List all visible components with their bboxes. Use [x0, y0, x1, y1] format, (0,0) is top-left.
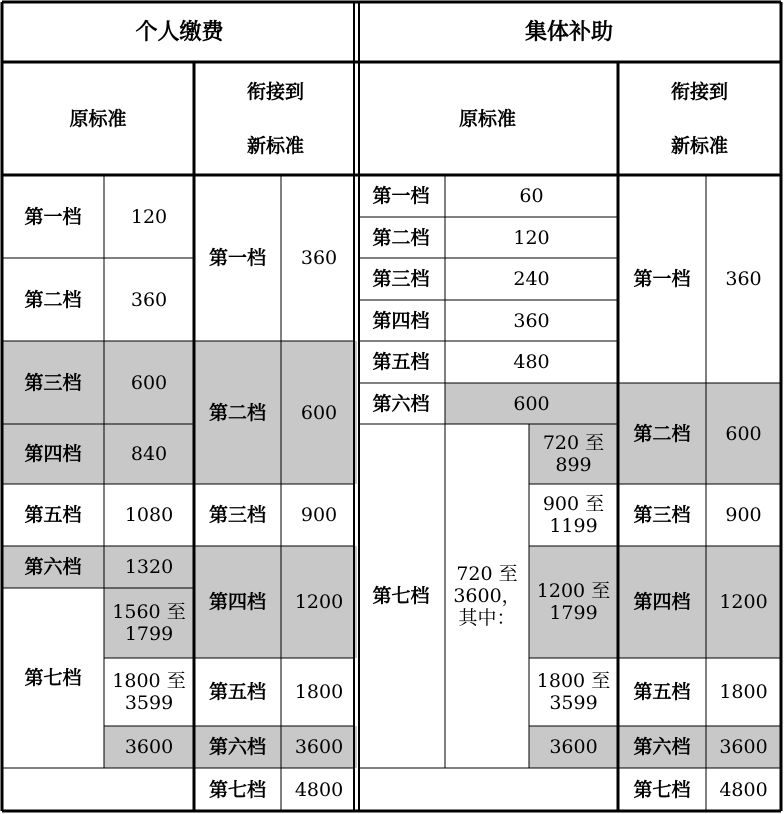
collective-original-tier-3: 第三档	[372, 268, 430, 290]
collective-original-amount-5: 480	[513, 351, 550, 373]
personal-new-amount-6: 3600	[294, 736, 344, 758]
personal-original-tier-2: 第二档	[24, 288, 82, 311]
collective-new-standard-header: 衔接到 新标准	[670, 80, 728, 157]
personal-new-tier-2: 第二档	[208, 401, 266, 424]
personal-original-tier-6: 第六档	[24, 556, 82, 578]
personal-new-amount-7: 4800	[294, 778, 344, 801]
collective-original-standard-header: 原标准	[458, 107, 516, 130]
collective-new-tier-7: 第七档	[633, 778, 691, 801]
personal-new-amount-2: 600	[300, 401, 338, 424]
personal-original-tier-7: 第七档	[24, 667, 82, 689]
collective-original-sub-amount-2: 900 至 1199	[542, 493, 605, 537]
personal-original-amount-1: 120	[130, 205, 168, 228]
collective-original-range-7: 720 至 3600， 其中：	[453, 563, 521, 629]
personal-new-tier-5: 第五档	[208, 681, 266, 703]
personal-original-tier-3: 第三档	[24, 371, 82, 394]
collective-new-amount-3: 900	[725, 504, 762, 526]
collective-original-amount-3: 240	[513, 268, 550, 290]
collective-new-amount-6: 3600	[719, 736, 768, 758]
personal-new-tier-4: 第四档	[208, 591, 266, 613]
personal-new-amount-4: 1200	[294, 591, 344, 613]
personal-original-tier-5: 第五档	[24, 504, 82, 526]
collective-original-tier-5: 第五档	[372, 351, 430, 373]
collective-new-tier-1: 第一档	[633, 268, 691, 290]
personal-original-amount-7-3: 3600	[124, 736, 174, 758]
collective-new-amount-1: 360	[725, 268, 762, 290]
personal-original-amount-5: 1080	[124, 504, 174, 526]
collective-original-amount-2: 120	[513, 226, 550, 249]
collective-new-amount-7: 4800	[719, 778, 768, 801]
personal-contribution-header: 个人缴费	[135, 19, 224, 45]
collective-new-tier-2: 第二档	[633, 422, 691, 445]
collective-original-tier-2: 第二档	[372, 226, 430, 249]
personal-original-tier-4: 第四档	[24, 443, 82, 465]
collective-original-tier-7: 第七档	[372, 585, 430, 607]
collective-original-sub-amount-5: 3600	[549, 736, 598, 758]
collective-original-sub-amount-1: 720 至 899	[542, 432, 605, 476]
personal-original-amount-6: 1320	[124, 556, 174, 578]
personal-original-amount-2: 360	[130, 288, 168, 311]
collective-original-amount-4: 360	[513, 309, 550, 332]
collective-new-tier-5: 第五档	[633, 681, 691, 703]
personal-original-amount-7-1: 1560 至 1799	[112, 601, 186, 645]
collective-new-tier-6: 第六档	[633, 736, 691, 758]
collective-new-amount-4: 1200	[719, 591, 768, 613]
collective-original-tier-1: 第一档	[372, 185, 430, 207]
collective-original-amount-1: 60	[519, 185, 544, 207]
collective-original-tier-4: 第四档	[372, 309, 430, 332]
collective-original-tier-6: 第六档	[372, 392, 430, 415]
collective-original-amount-6: 600	[513, 392, 550, 415]
collective-original-sub-amount-4: 1800 至 3599	[536, 670, 611, 714]
personal-new-amount-3: 900	[300, 504, 338, 526]
personal-new-tier-3: 第三档	[208, 504, 266, 526]
personal-new-tier-1: 第一档	[208, 247, 266, 269]
personal-new-amount-5: 1800	[294, 681, 344, 703]
personal-new-tier-7: 第七档	[208, 778, 266, 801]
collective-new-tier-3: 第三档	[633, 504, 691, 526]
personal-original-standard-header: 原标准	[69, 107, 127, 130]
personal-original-amount-7-2: 1800 至 3599	[112, 670, 186, 714]
personal-new-tier-6: 第六档	[208, 736, 266, 758]
personal-original-amount-3: 600	[130, 371, 168, 394]
personal-new-amount-1: 360	[300, 247, 338, 269]
collective-new-amount-5: 1800	[719, 681, 768, 703]
collective-new-amount-2: 600	[725, 422, 762, 445]
personal-new-standard-header: 衔接到 新标准	[246, 80, 304, 157]
collective-original-sub-amount-3: 1200 至 1799	[536, 580, 611, 624]
personal-original-tier-1: 第一档	[24, 205, 82, 228]
collective-subsidy-header: 集体补助	[524, 19, 613, 45]
personal-original-amount-4: 840	[130, 443, 168, 465]
collective-new-tier-4: 第四档	[633, 591, 691, 613]
